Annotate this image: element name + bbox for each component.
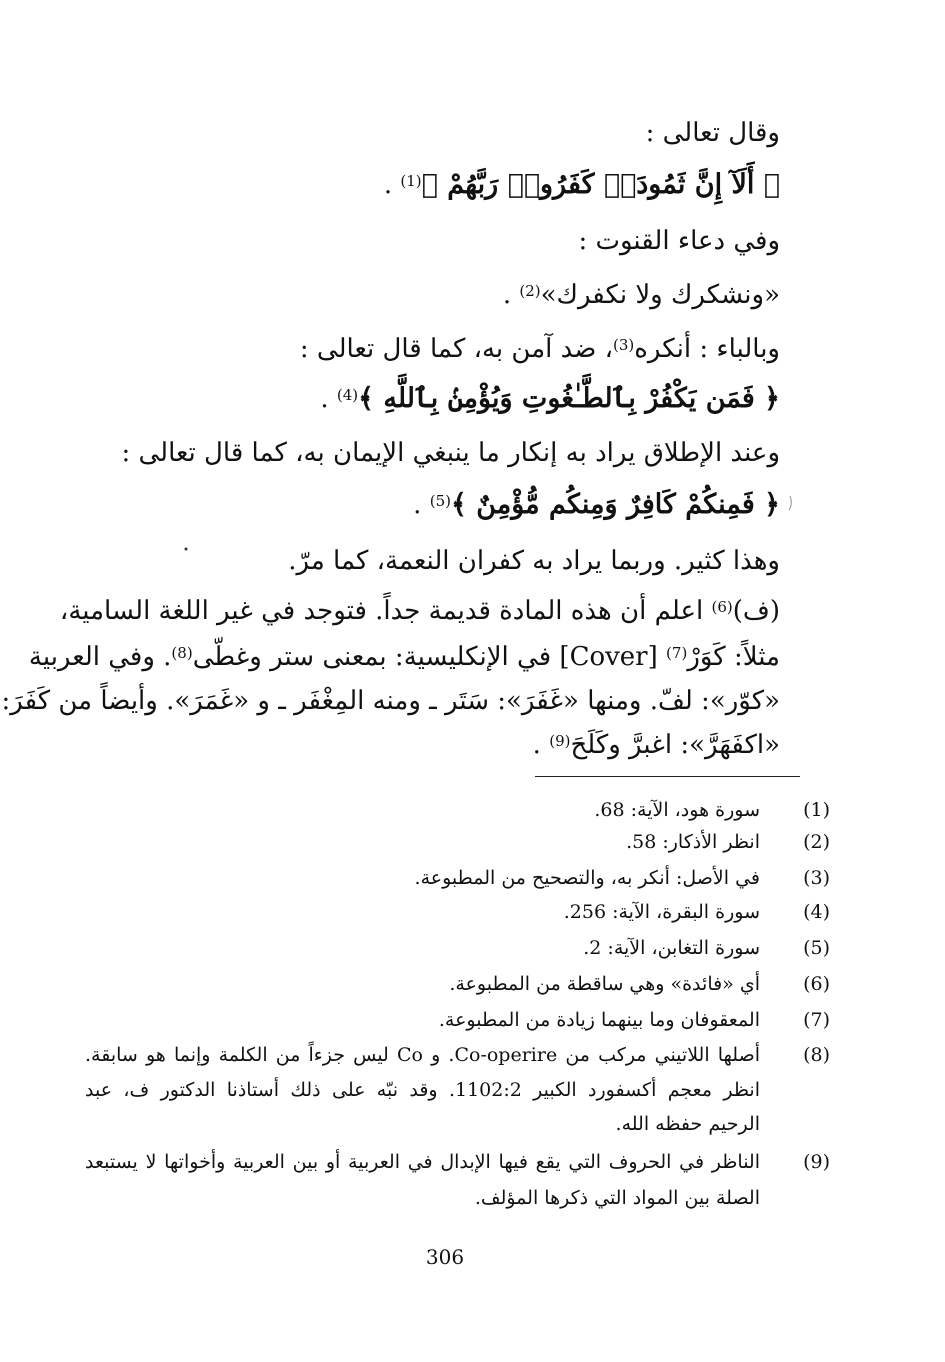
footnote-number: (3) <box>803 867 830 889</box>
footnote-ref: (2) <box>519 282 541 300</box>
line-text: وقال تعالى : <box>645 118 780 148</box>
line-text: وبالباء : أنكره <box>634 334 780 364</box>
footnote-number: (6) <box>803 973 830 995</box>
footnote-text: المعقوفان وما بينهما زيادة من المطبوعة. <box>438 1009 760 1031</box>
footnote-ref: (3) <box>613 336 635 354</box>
quran-verse: ﴿ أَلَآ إِنَّ ثَمُودَا۟ كَفَرُوا۟ رَبَّهُمْ ﴾ <box>421 169 780 200</box>
footnote-ref: (1) <box>400 172 422 190</box>
line-text: [Cover] في الإنكليسية: بمعنى ستر وغطّى <box>192 642 667 672</box>
line-text: (ف) <box>732 596 780 626</box>
footnote-text: انظر الأذكار: 58. <box>626 831 760 853</box>
footnote-text: الناظر في الحروف التي يقع فيها الإبدال في العربية أو بين العربية وأخواتها لا يستبعد <box>85 1151 760 1173</box>
line-text: اعلم أن هذه المادة قديمة جداً. فتوجد في غير اللغة السامية، <box>59 596 712 626</box>
punctuation: . <box>383 170 401 200</box>
footnote-ref: (8) <box>171 644 193 662</box>
footnote-ref: (5) <box>429 492 451 510</box>
footnote-ref: (9) <box>549 732 571 750</box>
line-text: وعند الإطلاق يراد به إنكار ما ينبغي الإيمان به، كما قال تعالى : <box>121 438 780 468</box>
punctuation: . <box>320 384 337 414</box>
line-text: «اكفَهَرَّ»: اغبرَّ وكَلَحَ <box>570 730 780 760</box>
footnote-ref: (6) <box>711 598 733 616</box>
line-text: . وفي العربية <box>28 642 172 672</box>
quran-verse: ﴿ فَمَن يَكْفُرْ بِٱلطَّـٰغُوتِ وَيُؤْمِنۢ بِٱللَّهِ ﴾ <box>358 383 780 414</box>
footnote-number: (1) <box>803 799 830 821</box>
footnote-number: (4) <box>803 901 830 923</box>
footnote-text: أصلها اللاتيني مركب من Co-operire. و Co ليس جزءاً من الكلمة وإنما هو سابقة. <box>85 1044 760 1066</box>
punctuation: . <box>413 490 430 520</box>
punctuation: . <box>532 730 550 760</box>
line-text: وهذا كثير. وربما يراد به كفران النعمة، كما مرّ. <box>288 546 780 576</box>
line-text: مثلاً: كَوَرْ <box>687 642 780 672</box>
scan-speck <box>185 548 188 551</box>
quran-verse: ﴿ فَمِنكُمْ كَافِرٌ وَمِنكُم مُّؤْمِنٌ ﴾ <box>450 489 780 520</box>
page-number: 306 <box>425 1245 465 1269</box>
footnote-text: في الأصل: أنكر به، والتصحيح من المطبوعة. <box>414 867 760 889</box>
footnote-number: (2) <box>803 831 830 853</box>
footnote-number: (9) <box>803 1151 830 1173</box>
footnote-text: سورة هود، الآية: 68. <box>594 799 760 821</box>
punctuation: . <box>502 280 520 310</box>
footnote-number: (7) <box>803 1009 830 1031</box>
line-text: ، ضد آمن به، كما قال تعالى : <box>299 334 614 364</box>
footnote-text: انظر معجم أكسفورد الكبير 1102:2. وقد نبّه على ذلك أستاذنا الدكتور ف، عبد <box>85 1079 760 1101</box>
footnote-text: الرحيم حفظه الله. <box>615 1113 760 1135</box>
footnote-text: سورة التغابن، الآية: 2. <box>583 937 760 959</box>
footnote-ref: (7) <box>666 644 688 662</box>
footnote-number: (5) <box>803 937 830 959</box>
scan-mark <box>789 496 791 510</box>
line-text: «ونشكرك ولا نكفرك» <box>540 280 780 310</box>
footnote-text: الصلة بين المواد التي ذكرها المؤلف. <box>474 1187 760 1209</box>
line-text: وفي دعاء القنوت : <box>578 226 780 256</box>
footnote-number: (8) <box>803 1044 830 1066</box>
footnote-ref: (4) <box>336 386 359 404</box>
footnote-text: أي «فائدة» وهي ساقطة من المطبوعة. <box>449 973 760 995</box>
footnote-text: سورة البقرة، الآية: 256. <box>563 901 760 923</box>
line-text: «كوّر»: لفّ. ومنها «غَفَرَ»: سَتَر ـ ومنه المِغْفَر ـ و «غَمَرَ». وأيضاً من كَفَرَ: <box>1 686 780 716</box>
